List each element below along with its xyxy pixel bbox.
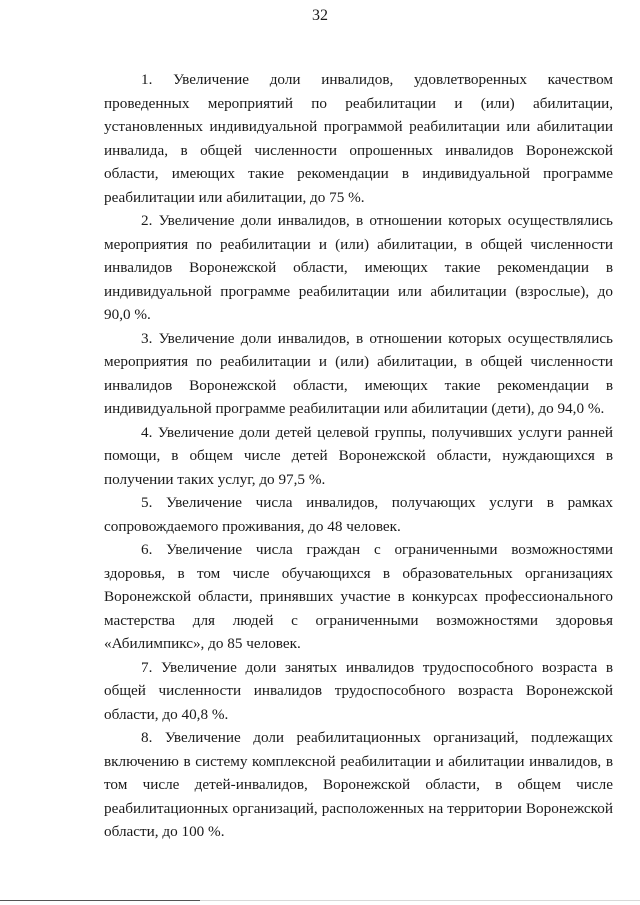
list-item: 1. Увеличение доли инвалидов, удовлетворенных качеством проведенных мероприятий по реабилитации и (или) абилитации, установленных индивидуальной программой реабилитации или абилитации инвалида, в общей численности опрошенных инвалидов Воронежской области, имеющих такие рекомендации в индивидуальной программе реабилитации или абилитации, до 75 %.	[104, 71, 613, 206]
list-item: 6. Увеличение числа граждан с ограниченными возможностями здоровья, в том числе обучающихся в образовательных организациях Воронежской области, принявших участие в конкурсах профессионального мастерства для людей с ограниченными возможностями здоровья «Абилимпикс», до 85 человек.	[104, 541, 613, 652]
list-item: 8. Увеличение доли реабилитационных организаций, подлежащих включению в систему комплексной реабилитации и абилитации инвалидов, в том числе детей-инвалидов, Воронежской области, в общем числе реабилитационных организаций, расположенных на территории Воронежской области, до 100 %.	[104, 729, 613, 840]
scan-edge-line	[0, 900, 200, 901]
list-item: 2. Увеличение доли инвалидов, в отношении которых осуществлялись мероприятия по реабилитации и (или) абилитации, в общей численности инвалидов Воронежской области, имеющих такие рекомендации в индивидуальной программе реабилитации или абилитации (взрослые), до 90,0 %.	[104, 212, 613, 323]
page-number: 32	[312, 7, 328, 24]
document-body	[104, 68, 613, 844]
list-item: 5. Увеличение числа инвалидов, получающих услуги в рамках сопровождаемого проживания, до 48 человек.	[104, 494, 613, 535]
list-item: 3. Увеличение доли инвалидов, в отношении которых осуществлялись мероприятия по реабилитации и (или) абилитации, в общей численности инвалидов Воронежской области, имеющих такие рекомендации в индивидуальной программе реабилитации или абилитации (дети), до 94,0 %.	[104, 329, 613, 417]
list-item: 7. Увеличение доли занятых инвалидов трудоспособного возраста в общей численности инвалидов трудоспособного возраста Воронежской области, до 40,8 %.	[104, 658, 613, 723]
scan-edge-line-light	[200, 900, 640, 901]
list-item: 4. Увеличение доли детей целевой группы, получивших услуги ранней помощи, в общем числе детей Воронежской области, нуждающихся в получении таких услуг, до 97,5 %.	[104, 423, 613, 488]
